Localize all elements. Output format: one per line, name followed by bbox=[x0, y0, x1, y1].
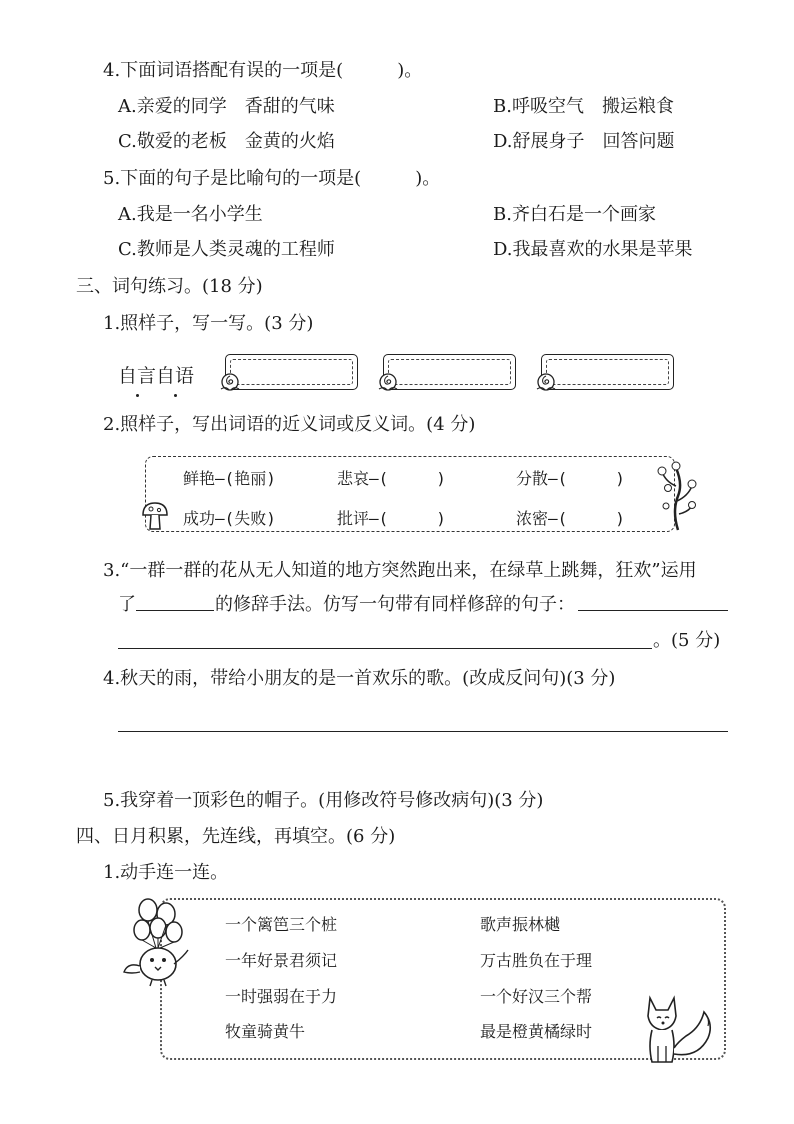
answer-box-3[interactable] bbox=[541, 354, 674, 390]
q4-option-a[interactable]: A.亲爱的同学 香甜的气味 bbox=[118, 96, 335, 117]
section3-title: 三、词句练习。(18 分) bbox=[76, 276, 263, 297]
match-left-4[interactable]: 牧童骑黄牛 bbox=[225, 1022, 306, 1041]
q4-stem: 4.下面词语搭配有误的一项是( )。 bbox=[103, 60, 423, 81]
answer-line[interactable] bbox=[136, 610, 214, 611]
answer-box-2[interactable] bbox=[383, 354, 516, 390]
q5-option-d[interactable]: D.我最喜欢的水果是苹果 bbox=[493, 239, 693, 260]
answer-box-1[interactable] bbox=[225, 354, 358, 390]
s4-q1-stem: 1.动手连一连。 bbox=[103, 862, 229, 883]
fox-icon bbox=[638, 994, 722, 1066]
answer-line[interactable] bbox=[118, 731, 728, 732]
pair-blank-3[interactable]: 批评—( ) bbox=[337, 509, 446, 528]
match-right-1[interactable]: 歌声振林樾 bbox=[480, 915, 561, 934]
s3-q5-stem: 5.我穿着一顶彩色的帽子。(用修改符号修改病句)(3 分) bbox=[103, 790, 544, 811]
s3-q3-line2-end: 的修辞手法。仿写一句带有同样修辞的句子： bbox=[215, 594, 575, 615]
emphasis-dot bbox=[136, 394, 139, 397]
pair-blank-1[interactable]: 悲哀—( ) bbox=[337, 469, 446, 488]
answer-line[interactable] bbox=[118, 648, 652, 649]
pair-example-1: 鲜艳—(艳丽) bbox=[183, 469, 276, 488]
rose-icon bbox=[218, 372, 242, 394]
match-right-2[interactable]: 万古胜负在于理 bbox=[480, 951, 593, 970]
match-left-2[interactable]: 一年好景君须记 bbox=[225, 951, 338, 970]
match-left-3[interactable]: 一时强弱在于力 bbox=[225, 987, 338, 1006]
pair-example-2: 成功—(失败) bbox=[183, 509, 276, 528]
rose-icon bbox=[376, 372, 400, 394]
q5-option-c[interactable]: C.教师是人类灵魂的工程师 bbox=[118, 239, 335, 260]
q5-stem: 5.下面的句子是比喻句的一项是( )。 bbox=[103, 168, 441, 189]
q5-option-b[interactable]: B.齐白石是一个画家 bbox=[493, 204, 656, 225]
match-right-3[interactable]: 一个好汉三个帮 bbox=[480, 987, 593, 1006]
s3-q1-example: 自言自语 bbox=[118, 365, 195, 387]
balloon-bird-icon bbox=[118, 896, 198, 988]
answer-line[interactable] bbox=[578, 610, 728, 611]
emphasis-dot bbox=[174, 394, 177, 397]
s3-q3-line3: 。(5 分) bbox=[653, 630, 721, 651]
pair-blank-4[interactable]: 浓密—( ) bbox=[516, 509, 625, 528]
q4-option-c[interactable]: C.敬爱的老板 金黄的火焰 bbox=[118, 131, 335, 152]
q5-option-a[interactable]: A.我是一名小学生 bbox=[118, 204, 263, 225]
rose-icon bbox=[534, 372, 558, 394]
section4-title: 四、日月积累，先连线，再填空。(6 分) bbox=[76, 826, 396, 847]
s3-q2-stem: 2.照样子，写出词语的近义词或反义词。(4 分) bbox=[103, 414, 476, 435]
q4-option-d[interactable]: D.舒展身子 回答问题 bbox=[493, 131, 675, 152]
s3-q3-line2-start: 了 bbox=[118, 594, 136, 615]
mushroom-icon bbox=[140, 500, 170, 532]
match-left-1[interactable]: 一个篱笆三个桩 bbox=[225, 915, 338, 934]
s3-q3-line1: 3.“一群一群的花从无人知道的地方突然跑出来，在绿草上跳舞，狂欢”运用 bbox=[103, 560, 697, 581]
match-right-4[interactable]: 最是橙黄橘绿时 bbox=[480, 1022, 593, 1041]
q4-option-b[interactable]: B.呼吸空气 搬运粮食 bbox=[493, 96, 674, 117]
s3-q1-stem: 1.照样子，写一写。(3 分) bbox=[103, 313, 314, 334]
s3-q4-stem: 4.秋天的雨，带给小朋友的是一首欢乐的歌。(改成反问句)(3 分) bbox=[103, 668, 616, 689]
pair-blank-2[interactable]: 分散—( ) bbox=[516, 469, 625, 488]
plum-branch-icon bbox=[648, 456, 698, 532]
